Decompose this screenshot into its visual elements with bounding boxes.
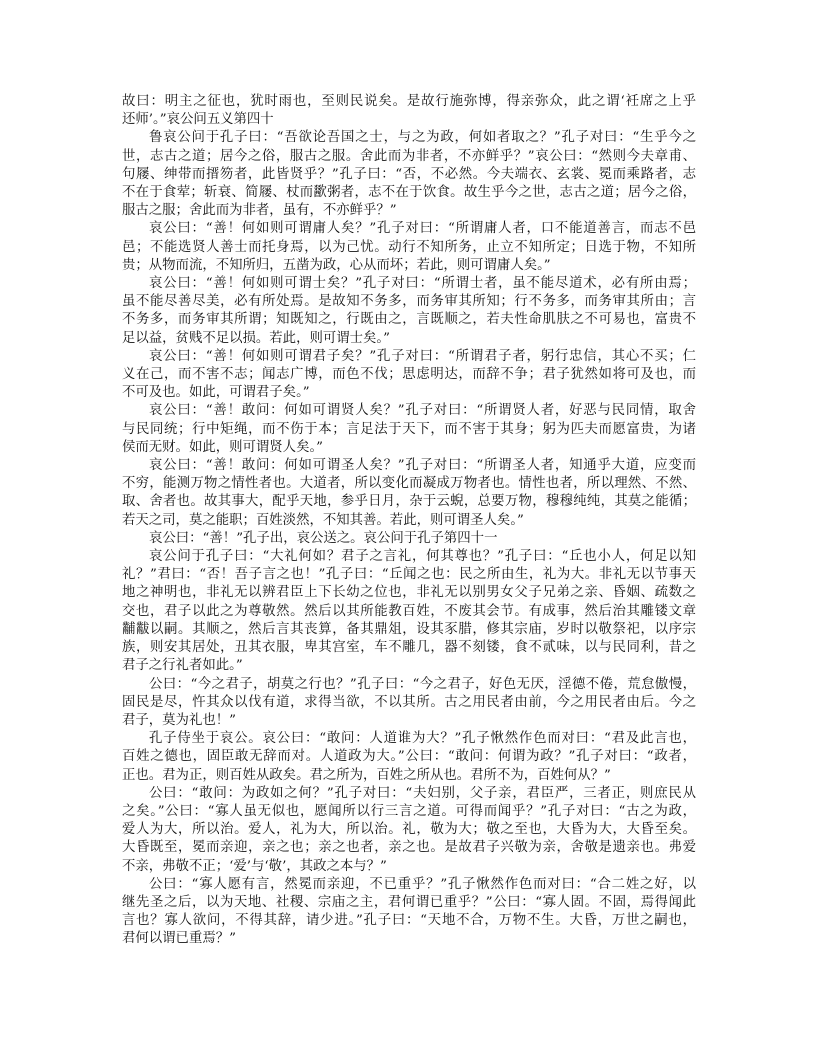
paragraph: [122, 220, 696, 275]
text-line: 君何以谓已重焉？”: [122, 931, 236, 947]
paragraph: [122, 402, 696, 457]
paragraph: [122, 730, 696, 785]
paragraph: [122, 93, 696, 129]
text-line: 哀公曰：“善！敢问：何如可谓圣人矣？”孔子对曰：“所谓圣人者，知通乎大道，应变而: [149, 458, 696, 474]
text-line: 地之神明也，非礼无以辨君臣上下长幼之位也，非礼无以别男女父子兄弟之亲、昏姻、疏数之: [122, 585, 696, 601]
text-line: 哀公曰：“善！”孔子出，哀公送之。哀公问于孔子第四十一: [149, 530, 498, 546]
text-line: 句屦、绅带而搢笏者，此皆贤乎？”孔子曰：“否，不必然。今夫端衣、玄裳、冕而乘路者，志: [122, 166, 696, 182]
paragraph: [122, 548, 696, 675]
text-line: 君子之行礼者如此。”: [122, 658, 243, 674]
text-line: 族，则安其居处，丑其衣服，卑其宫室，车不雕几，器不刻镂，食不贰味，以与民同利，昔之: [122, 640, 696, 656]
text-line: 公曰：“今之君子，胡莫之行也？”孔子曰：“今之君子，好色无厌，淫德不倦，荒怠傲慢，: [149, 676, 696, 692]
text-line: 不在于食荤；斩衰、简屦、杖而歠粥者，志不在于饮食。故生乎今之世，志古之道；居今之俗，: [122, 185, 696, 201]
text-line: 故曰：明主之征也，犹时雨也，至则民说矣。是故行施弥博，得亲弥众，此之谓‘衽席之上乎: [122, 94, 696, 109]
text-line: 邑；不能选贤人善士而托身焉，以为己忧。动行不知所务，止立不知所定；日选于物，不知所: [122, 239, 696, 255]
text-line: 贵；从物而流，不知所归，五凿为政，心从而坏；若此，则可谓庸人矣。”: [122, 257, 551, 273]
text-line: 服古之服；舍此而为非者，虽有，不亦鲜乎？”: [122, 203, 397, 219]
text-line: 虽不能尽善尽美，必有所处焉。是故知不务多，而务审其所知；行不务多，而务审其所由；言: [122, 294, 696, 310]
text-line: 正也。君为正，则百姓从政矣。君之所为，百姓之所从也。君所不为，百姓何从？”: [122, 767, 611, 783]
paragraph: [122, 876, 696, 949]
text-line: 哀公曰：“善！何如则可谓士矣？”孔子对曰：“所谓士者，虽不能尽道术，必有所由焉；: [149, 276, 696, 292]
text-line: 若天之司，莫之能职；百姓淡然，不知其善。若此，则可谓圣人矣。”: [122, 512, 524, 528]
text-line: 哀公曰：“善！敢问：何如可谓贤人矣？”孔子对曰：“所谓贤人者，好恶与民同情，取舍: [149, 403, 696, 419]
text-line: 公曰：“寡人愿有言，然冕而亲迎，不已重乎？”孔子愀然作色而对曰：“合二姓之好，以: [149, 876, 696, 892]
text-line: 侯而无财。如此，则可谓贤人矣。”: [122, 439, 324, 455]
paragraph: [122, 530, 696, 548]
text-line: 不可及也。如此，可谓君子矣。”: [122, 385, 310, 401]
text-line: 继先圣之后，以为天地、社稷、宗庙之主，君何谓已重乎？”公曰：“寡人固。不固，焉得闻此: [122, 894, 696, 910]
text-line: 不穷，能测万物之情性者也。大道者，所以变化而凝成万物者也。情性也者，所以理然、不然、: [122, 476, 696, 492]
text-line: 哀公曰：“善！何如则可谓君子矣？”孔子对曰：“所谓君子者，躬行忠信，其心不买；仁: [149, 348, 696, 364]
text-line: 哀公问于孔子曰：“大礼何如？君子之言礼，何其尊也？”孔子曰：“丘也小人，何足以知: [149, 549, 696, 565]
paragraph: [122, 785, 696, 876]
text-line: 固民是尽，忤其众以伐有道，求得当欲，不以其所。古之用民者由前，今之用民者由后。今之: [122, 694, 696, 710]
text-line: 哀公曰：“善！何如则可谓庸人矣？”孔子对曰：“所谓庸人者，口不能道善言，而志不邑: [149, 221, 696, 237]
text-line: 君子，莫为礼也！”: [122, 712, 236, 728]
text-line: 不务多，而务审其所谓；知既知之，行既由之，言既顺之，若夫性命肌肤之不可易也，富贵不: [122, 312, 696, 328]
text-line: 义在己，而不害不志；闻志广博，而色不伐；思虑明达，而辞不争；君子犹然如将可及也，而: [122, 367, 696, 383]
text-line: 孔子侍坐于哀公。哀公曰：“敢问：人道谁为大？”孔子愀然作色而对曰：“君及此言也，: [149, 731, 696, 747]
text-line: 世，志古之道；居今之俗，服古之服。舍此而为非者，不亦鲜乎？”哀公曰：“然则今夫章甫、: [122, 148, 696, 164]
document-body: [122, 93, 696, 949]
text-line: 黼黻以嗣。其顺之，然后言其丧算，备其鼎俎，设其豕腊，修其宗庙，岁时以敬祭祀，以序宗: [122, 621, 696, 637]
paragraph: [122, 348, 696, 403]
text-line: 爱人为大，所以治。爱人，礼为大，所以治。礼，敬为大；敬之至也，大昏为大，大昏至矣。: [122, 822, 696, 838]
text-line: 交也，君子以此之为尊敬然。然后以其所能教百姓，不废其会节。有成事，然后治其雕镂文章: [122, 603, 696, 619]
text-line: 言也？寡人欲问，不得其辞，请少进。”孔子曰：“天地不合，万物不生。大昏，万世之嗣也，: [122, 913, 696, 929]
paragraph: [122, 275, 696, 348]
text-line: 公曰：“敢问：为政如之何？”孔子对曰：“夫妇别，父子亲，君臣严，三者正，则庶民从: [149, 785, 696, 801]
text-line: 大昏既至，冕而亲迎，亲之也；亲之也者，亲之也。是故君子兴敬为亲，舍敬是遗亲也。弗爱: [122, 840, 696, 856]
text-line: 不亲，弗敬不正；‘爱’与‘敬’，其政之本与？”: [122, 858, 387, 874]
text-line: 鲁哀公问于孔子曰：“吾欲论吾国之士，与之为政，何如者取之？”孔子对曰：“生乎今之: [149, 130, 696, 146]
paragraph: [122, 129, 696, 220]
text-line: 取、舍者也。故其事大，配乎天地，参乎日月，杂于云蜺，总要万物，穆穆纯纯，其莫之能循；: [122, 494, 696, 510]
text-line: 礼？”君曰：“否！吾子言之也！”孔子曰：“丘闻之也：民之所由生，礼为大。非礼无以节事天: [122, 567, 696, 583]
paragraph: [122, 457, 696, 530]
text-line: 与民同统；行中矩绳，而不伤于本；言足法于天下，而不害于其身；躬为匹夫而愿富贵，为诸: [122, 421, 696, 437]
paragraph: [122, 676, 696, 731]
text-line: 之矣。”公曰：“寡人虽无似也，愿闻所以行三言之道。可得而闻乎？”孔子对曰：“古之为政，: [122, 803, 696, 819]
text-line: 足以益，贫贱不足以损。若此，则可谓士矣。”: [122, 330, 390, 346]
text-line: 还师’。”哀公问五义第四十: [122, 112, 274, 128]
text-line: 百姓之德也，固臣敢无辞而对。人道政为大。”公曰：“敢问：何谓为政？”孔子对曰：“政者，: [122, 749, 696, 765]
